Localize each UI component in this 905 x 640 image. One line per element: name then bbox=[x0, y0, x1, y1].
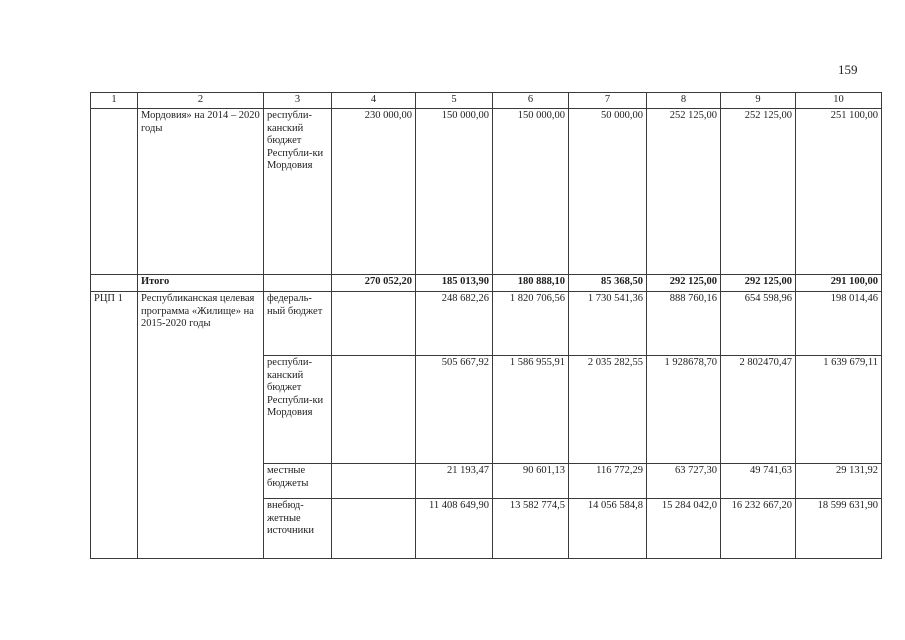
value-cell: 49 741,63 bbox=[721, 464, 796, 499]
value-cell: 13 582 774,5 bbox=[493, 499, 569, 559]
value-cell: 1 730 541,36 bbox=[569, 292, 647, 356]
budget-table bbox=[90, 92, 882, 559]
value-cell: 16 232 667,20 bbox=[721, 499, 796, 559]
row-code: РЦП 1 bbox=[91, 292, 138, 559]
value-cell: 1 586 955,91 bbox=[493, 356, 569, 464]
total-cell: 292 125,00 bbox=[647, 275, 721, 292]
col-header-5: 5 bbox=[416, 93, 493, 109]
value-cell: 252 125,00 bbox=[647, 109, 721, 275]
value-cell: 21 193,47 bbox=[416, 464, 493, 499]
value-cell: 230 000,00 bbox=[332, 109, 416, 275]
funding-source: местные бюджеты bbox=[264, 464, 332, 499]
program-name: Республиканская целевая программа «Жилище» на 2015-2020 годы bbox=[138, 292, 264, 559]
row-code bbox=[91, 109, 138, 275]
value-cell: 18 599 631,90 bbox=[796, 499, 882, 559]
value-cell: 1 639 679,11 bbox=[796, 356, 882, 464]
col-header-3: 3 bbox=[264, 93, 332, 109]
value-cell: 2 035 282,55 bbox=[569, 356, 647, 464]
total-cell: 180 888,10 bbox=[493, 275, 569, 292]
value-cell: 198 014,46 bbox=[796, 292, 882, 356]
program-name: Мордовия» на 2014 – 2020 годы bbox=[138, 109, 264, 275]
col-header-10: 10 bbox=[796, 93, 882, 109]
value-cell: 50 000,00 bbox=[569, 109, 647, 275]
value-cell: 888 760,16 bbox=[647, 292, 721, 356]
total-row bbox=[91, 275, 882, 292]
value-cell: 251 100,00 bbox=[796, 109, 882, 275]
total-label: Итого bbox=[138, 275, 264, 292]
value-cell: 252 125,00 bbox=[721, 109, 796, 275]
col-header-8: 8 bbox=[647, 93, 721, 109]
value-cell: 29 131,92 bbox=[796, 464, 882, 499]
funding-source: внебюд-жетные источники bbox=[264, 499, 332, 559]
value-cell: 116 772,29 bbox=[569, 464, 647, 499]
value-cell: 505 667,92 bbox=[416, 356, 493, 464]
table-row bbox=[91, 109, 882, 275]
value-cell: 150 000,00 bbox=[493, 109, 569, 275]
value-cell: 90 601,13 bbox=[493, 464, 569, 499]
col-header-1: 1 bbox=[91, 93, 138, 109]
funding-source: республи-канский бюджет Республи-ки Мордовия bbox=[264, 356, 332, 464]
value-cell: 14 056 584,8 bbox=[569, 499, 647, 559]
value-cell: 15 284 042,0 bbox=[647, 499, 721, 559]
funding-source: федераль-ный бюджет bbox=[264, 292, 332, 356]
page-number: 159 bbox=[838, 62, 858, 77]
table-row bbox=[91, 292, 882, 356]
total-cell: 85 368,50 bbox=[569, 275, 647, 292]
col-header-7: 7 bbox=[569, 93, 647, 109]
value-cell: 248 682,26 bbox=[416, 292, 493, 356]
value-cell: 2 802470,47 bbox=[721, 356, 796, 464]
total-cell: 270 052,20 bbox=[332, 275, 416, 292]
value-cell: 1 820 706,56 bbox=[493, 292, 569, 356]
col-header-2: 2 bbox=[138, 93, 264, 109]
header-row bbox=[91, 93, 882, 109]
total-cell: 291 100,00 bbox=[796, 275, 882, 292]
value-cell: 63 727,30 bbox=[647, 464, 721, 499]
funding-source: республи-канский бюджет Республи-ки Мордовия bbox=[264, 109, 332, 275]
total-cell: 292 125,00 bbox=[721, 275, 796, 292]
value-cell: 11 408 649,90 bbox=[416, 499, 493, 559]
col-header-4: 4 bbox=[332, 93, 416, 109]
value-cell: 654 598,96 bbox=[721, 292, 796, 356]
col-header-9: 9 bbox=[721, 93, 796, 109]
total-cell: 185 013,90 bbox=[416, 275, 493, 292]
value-cell: 150 000,00 bbox=[416, 109, 493, 275]
value-cell: 1 928678,70 bbox=[647, 356, 721, 464]
col-header-6: 6 bbox=[493, 93, 569, 109]
